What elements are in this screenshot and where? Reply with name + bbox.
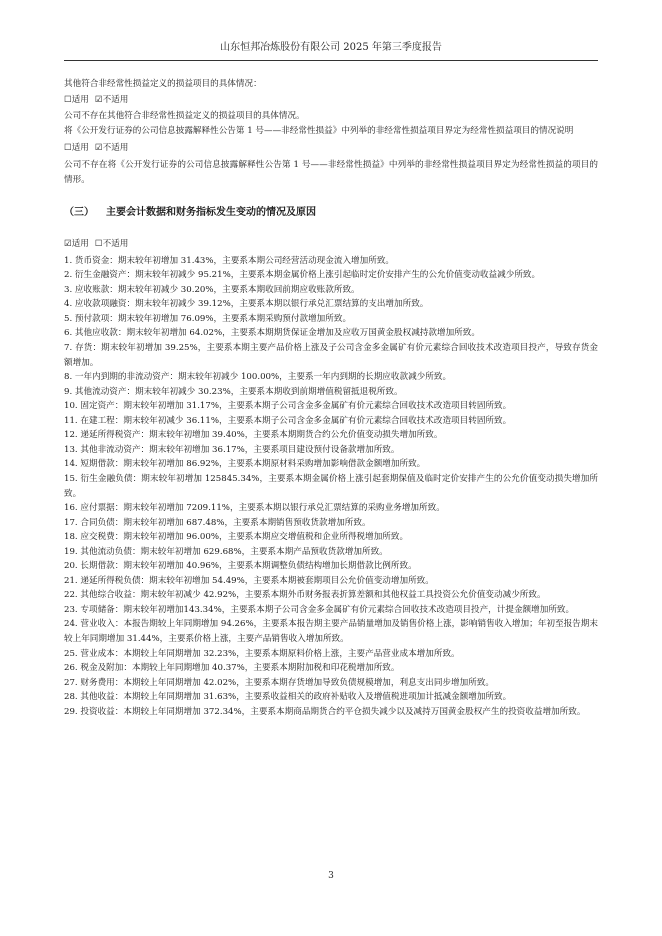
page-header: 山东恒邦冶炼股份有限公司 2025 年第三季度报告: [220, 42, 442, 53]
change-items-list: [64, 254, 598, 720]
section-heading: [64, 205, 598, 221]
other-items-statement: 公司不存在其他符合非经常性损益定义的损益项目的具体情况。: [64, 111, 305, 122]
reclassification-applicability: [64, 141, 598, 156]
option-apply: ☐适用: [64, 143, 89, 154]
change-item: 19. 其他流动负债：期末较年初增加 629.68%，主要系本期产品预收货款增加所致。: [64, 546, 388, 557]
change-item: 7. 存货：期末较年初增加 39.25%，主要系本期主要产品价格上涨及子公司含金多金属矿有价元素综合回收技术改造项目投产，导致存货金额增加。: [64, 343, 598, 368]
change-item: 26. 税金及附加：本期较上年同期增加 40.37%，主要系本期附加税和印花税增加所致。: [64, 663, 400, 674]
change-item: 22. 其他综合收益：期末较年初减少 42.92%，主要系本期外币财务报表折算差额和其他权益工具投资公允价值变动减少所致。: [64, 590, 546, 601]
change-item: 5. 预付款项：期末较年初增加 76.09%，主要系本期采购预付款增加所致。: [64, 313, 352, 324]
section-number: （三）: [64, 207, 94, 219]
document-body: [64, 77, 598, 719]
change-item: 6. 其他应收款：期末较年初增加 64.02%，主要系本期期货保证金增加及应收万国黄金股权减持款增加所致。: [64, 328, 480, 339]
section-applicability: [64, 237, 598, 252]
change-item: 3. 应收账款：期末较年初减少 30.20%，主要系本期收回前期应收账款所致。: [64, 284, 360, 295]
reclassification-intro: 将《公开发行证券的公司信息披露解释性公告第 1 号——非经常性损益》中列举的非经常性损益项目界定为经常性损益项目的情况说明: [64, 125, 574, 136]
change-item: 17. 合同负债：期末较年初增加 687.48%，主要系本期销售预收货款增加所致。: [64, 517, 371, 528]
change-item: 12. 递延所得税资产：期末较年初增加 39.40%，主要系本期期货合约公允价值变动损失增加所致。: [64, 430, 443, 441]
change-item: 14. 短期借款：期末较年初增加 86.92%，主要系本期原材料采购增加影响借款金额增加所致。: [64, 459, 426, 470]
change-item: 24. 营业收入：本报告期较上年同期增加 94.26%，主要系本报告期主要产品销量增加及销售价格上涨，影响销售收入增加；年初至报告期末较上年同期增加 31.44%，主要系价格上涨，主要产品销售收入增加所致。: [64, 619, 598, 644]
change-item: 2. 衍生金融资产：期末较年初减少 95.21%，主要系本期金属价格上涨引起临时定价安排产生的公允价值变动收益减少所致。: [64, 270, 541, 281]
option-not-apply: ☑不适用: [94, 143, 129, 154]
change-item: 13. 其他非流动资产：期末较年初增加 36.17%，主要系项目建设预付设备款增加所致。: [64, 444, 400, 455]
change-item: 4. 应收款项融资：期末较年初减少 39.12%，主要系本期以银行承兑汇票结算的支出增加所致。: [64, 299, 429, 310]
header-divider: [64, 60, 598, 61]
section-title: 主要会计数据和财务指标发生变动的情况及原因: [106, 207, 316, 219]
change-item: 16. 应付票据：期末较年初增加 7209.11%，主要系本期以银行承兑汇票结算的采购业务增加所致。: [64, 503, 445, 514]
page-number: 3: [328, 871, 334, 881]
change-item: 21. 递延所得税负债：期末较年初增加 54.49%，主要系本期被套期项目公允价值变动增加所致。: [64, 575, 434, 586]
change-item: 15. 衍生金融负债：期末较年初增加 125845.34%，主要系本期金属价格上涨引起套期保值及临时定价安排产生的公允价值变动损失增加所致。: [64, 473, 598, 499]
change-item: 1. 货币资金：期末较年初增加 31.43%，主要系本期公司经营活动现金流入增加所致。: [64, 255, 395, 266]
option-not-apply: ☐不适用: [94, 239, 129, 250]
change-item: 28. 其他收益：本期较上年同期增加 31.63%，主要系收益相关的政府补贴收入及增值税进项加计抵减金额增加所致。: [64, 692, 512, 703]
change-item: 18. 应交税费：期末较年初增加 96.00%，主要系本期应交增值税和企业所得税增加所致。: [64, 532, 409, 543]
change-item: 20. 长期借款：期末较年初增加 40.96%，主要系本期调整负债结构增加长期借款比例所致。: [64, 561, 417, 572]
option-apply: ☑适用: [64, 239, 89, 250]
change-item: 29. 投资收益：本期较上年同期增加 372.34%，主要系本期商品期货合约平仓损失减少以及减持万国黄金股权产生的投资收益增加所致。: [64, 706, 586, 717]
option-apply: ☐适用: [64, 94, 89, 105]
change-item: 27. 财务费用：本期较上年同期增加 42.02%，主要系本期存货增加导致负债规模增加，利息支出同步增加所致。: [64, 677, 495, 688]
reclassification-statement: 公司不存在将《公开发行证券的公司信息披露解释性公告第 1 号——非经常性损益》中列举的非经常性损益项目界定为经常性损益的项目的情形。: [64, 159, 598, 185]
change-item: 11. 在建工程：期末较年初减少 36.11%，主要系本期子公司含金多金属矿有价元素综合回收技术改造项目转固所致。: [64, 415, 512, 426]
option-not-apply: ☑不适用: [94, 94, 129, 105]
change-item: 10. 固定资产：期末较年初增加 31.17%，主要系本期子公司含金多金属矿有价元素综合回收技术改造项目转固所致。: [64, 401, 512, 412]
other-items-applicability: [64, 93, 598, 108]
change-item: 9. 其他流动资产：期末较年初减少 30.23%，主要系本期收到前期增值税留抵退税所致。: [64, 386, 403, 397]
other-items-intro: 其他符合非经常性损益定义的损益项目的具体情况：: [64, 79, 262, 89]
change-item: 23. 专项储备：期末较年初增加143.34%，主要系本期子公司含金多金属矿有价元素综合回收技术改造项目投产，计提金额增加所致。: [64, 604, 575, 615]
change-item: 8. 一年内到期的非流动资产：期末较年初减少 100.00%，主要系一年内到期的长期应收款减少所致。: [64, 372, 452, 383]
change-item: 25. 营业成本：本期较上年同期增加 32.23%，主要系本期原料价格上涨，主要产品营业成本增加所致。: [64, 648, 460, 659]
